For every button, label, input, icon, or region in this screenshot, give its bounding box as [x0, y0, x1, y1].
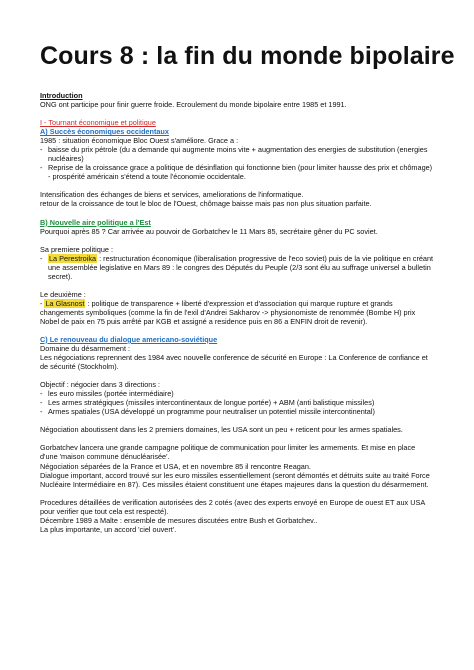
glasnost-highlight: La Glasnost	[45, 298, 85, 308]
paragraph-malta: Décembre 1989 a Malte : ensemble de mesures discutées entre Bush et Gorbatchev..	[40, 515, 318, 525]
glasnost-text: : politique de transparence + liberté d'expression et d'association qui marque rupture et grands changements symboliques (comme la fin de l'exil d'Andrei Sakharov -> physionomiste de renommée (Bombe H) prix Nobel de paix en 75 puis arrêté par KGB et assigné a residence puis en 86 a ENFIN droit de revenir).	[40, 298, 416, 326]
paragraph-open-skies: La plus importante, un accord 'ciel ouvert'.	[40, 524, 177, 534]
paragraph-gorbachev-campaign: Gorbatchev lancera une grande campagne politique de communication pour limiter les armements. Et mise en place d'une 'maison commune dénucléarisée'.	[40, 443, 416, 462]
bullet-strategic-arms: - Les armes stratégiques (missiles intercontinentaux de longue portée) + ABM (anti balistique missiles)	[40, 398, 434, 407]
first-policy-label: Sa premiere politique :	[40, 244, 114, 254]
paragraph-growth-return: retour de la croissance de tout le bloc de l'Ouest, chômage baisse mais pas non plus situation parfaite.	[40, 199, 372, 209]
paragraph-glasnost: - La Glasnost : politique de transparence + liberté d'expression et d'association qui marque rupture et grands changements symboliques (comme la fin de l'exil d'Andrei Sakharov -> physionomiste de renommée (Bombe H) prix Nobel de paix en 75 puis arrêté par KGB et assigné a residence puis en 86 a ENFIN droit de revenir).	[40, 298, 416, 326]
second-policy-label: Le deuxième :	[40, 289, 86, 299]
subsection-a-heading: A) Succès économiques occidentaux	[40, 127, 169, 137]
paragraph-negotiation-results: Négociation aboutissent dans les 2 premiers domaines, les USA sont un peu + reticent pour les armes spatiales.	[40, 425, 403, 435]
bullet-euro-missiles: - les euro missiles (portée intermédiaire)	[40, 389, 434, 398]
section-heading-1: I - Tournant économique et politique	[40, 118, 156, 128]
bullet-space-arms: - Armes spatiales (USA développé un programme pour neutraliser un potentiel missile intercontinental)	[40, 407, 434, 416]
disarmament-label: Domaine du désarmement :	[40, 344, 131, 354]
page-title: Cours 8 : la fin du monde bipolaire	[40, 42, 455, 70]
perestroika-text: : restructuration économique (liberalisation progressive de l'eco soviet) puis de la vie politique en créant une assemblée legislative en Mars 89 : le congres des Députés du Peuple (2/3 sont élu au suffrage universel a bulletin secret).	[48, 253, 434, 281]
subsection-b-heading: B) Nouvelle aire politique a l'Est	[40, 217, 151, 227]
subsection-c-heading: C) Le renouveau du dialogue americano-soviétique	[40, 334, 218, 344]
paragraph-gorbachev: Pourquoi après 85 ? Car arrivée au pouvoir de Gorbatchev le 11 Mars 85, secrétaire gêner du PC soviet.	[40, 226, 378, 236]
intro-text: ONG ont participe pour finir guerre froide. Ecroulement du monde bipolaire entre 1985 et 1991.	[40, 100, 347, 110]
paragraph-1985: 1985 : situation économique Bloc Ouest s'améliore. Grace a :	[40, 136, 239, 146]
paragraph-dialogue: Dialogue important, accord trouvé sur les euro missiles essentiellement (seront démontés et détruits suite au traité Force Nucléaire Intermédiaire en 87). Ces missiles étaient constituent une étapes majeures dans la question du désarmement.	[40, 470, 430, 489]
bullet-growth: - Reprise de la croissance grace a politique de désinflation qui fonctionne bien (pour limiter hausse des prix et chômage) - prospérité américain s'étend a toute l'économie occidentale.	[40, 163, 434, 181]
bullet-oil-price: - baisse du prix pétrole (du a demande qui augmente moins vite + augmentation des energies de substitution (energies nucléaires)	[40, 145, 434, 163]
paragraph-france-usa: Négociation séparées de la France et USA, et en novembre 85 il rencontre Reagan.	[40, 461, 311, 471]
paragraph-exchanges: Intensification des échanges de biens et services, ameliorations de l'informatique.	[40, 190, 304, 200]
paragraph-negotiations: Les négociations reprennent des 1984 avec nouvelle conference de sécurité en Europe : La Conference de confiance et de sécurité (Stockholm).	[40, 353, 428, 372]
perestroika-highlight: La Perestroika	[49, 253, 97, 263]
bullet-perestroika	[40, 254, 434, 281]
objective-label: Objectif : négocier dans 3 directions :	[40, 380, 161, 390]
intro-heading: Introduction	[40, 91, 83, 100]
paragraph-verification: Procedures détaillées de verification autorisées des 2 cotés (avec des experts envoyé en Europe de ouest ET aux USA pour verifier que tout cela est respecté).	[40, 497, 425, 516]
document-body	[40, 91, 434, 534]
